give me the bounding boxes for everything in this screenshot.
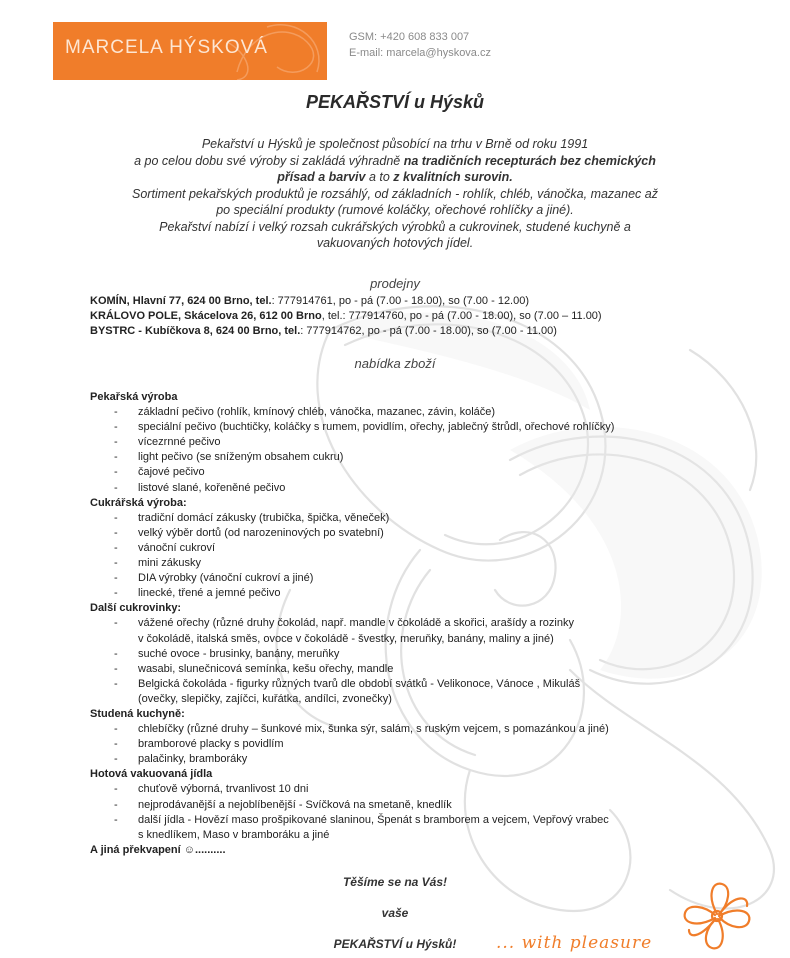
bullet-dash: - bbox=[114, 421, 118, 434]
gsm-line: GSM: +420 608 833 007 bbox=[349, 31, 470, 43]
closing-greeting: Těšíme se na Vás! bbox=[342, 875, 448, 889]
bullet-dash: - bbox=[114, 511, 118, 524]
bullet-dash: - bbox=[114, 783, 118, 796]
offer-item-text: DIA výrobky (vánoční cukroví a jiné) bbox=[138, 572, 314, 585]
offer-item bbox=[90, 813, 614, 843]
intro-line: Pekařství nabízí i velký rozsah cukrářských výrobků a cukrovinek, studené kuchyně a bbox=[159, 219, 631, 234]
offer-item-text: bramborové placky s povidlím bbox=[138, 738, 284, 751]
offer-item bbox=[90, 420, 614, 435]
offer-item-text: Belgická čokoláda - figurky různých tvarů dle období svátků - Velikonoce, Vánoce , Mikuláš (ovečky, slepičky, zajíčci, kuřátka, andílci, zvonečky) bbox=[138, 677, 581, 705]
slogan: ... with pleasure bbox=[496, 933, 653, 953]
bullet-dash: - bbox=[114, 647, 118, 660]
offer-item bbox=[90, 450, 614, 465]
offer-item-text: speciální pečivo (buchtičky, koláčky s rumem, povidlím, ořechy, jablečný štrůdl, ořechové rohlíčky) bbox=[138, 421, 615, 434]
offer-item bbox=[90, 481, 614, 496]
offer-item-text: light pečivo (se sníženým obsahem cukru) bbox=[138, 451, 344, 464]
offer-item-text: tradiční domácí zákusky (trubička, špička, věneček) bbox=[138, 511, 390, 524]
intro-highlight: z kvalitních surovin. bbox=[393, 170, 513, 184]
bullet-dash: - bbox=[114, 677, 118, 690]
bullet-dash: - bbox=[114, 753, 118, 766]
offer-item bbox=[90, 782, 614, 797]
offer-item bbox=[90, 571, 614, 586]
offer-item-text: chlebíčky (různé druhy – šunkové mix, šunka sýr, salám, s ruským vejcem, s pomazánkou a jiné) bbox=[138, 723, 609, 736]
offer-item bbox=[90, 405, 614, 420]
bullet-dash: - bbox=[114, 662, 118, 675]
offer-item-text: mini zákusky bbox=[138, 557, 201, 570]
closing-signature: PEKAŘSTVÍ u Hýsků! bbox=[333, 937, 457, 951]
bullet-dash: - bbox=[114, 557, 118, 570]
bullet-dash: - bbox=[114, 526, 118, 539]
orange-flower-icon bbox=[677, 876, 757, 956]
offer-category: Hotová vakuovaná jídla bbox=[90, 768, 213, 781]
offer-category: Studená kuchyně: bbox=[90, 707, 185, 720]
bullet-dash: - bbox=[114, 451, 118, 464]
offer-item-text: suché ovoce - brusinky, banány, meruňky bbox=[138, 647, 340, 660]
offer-item bbox=[90, 586, 614, 601]
offer-item-text: wasabi, slunečnicová semínka, kešu ořechy, mandle bbox=[138, 662, 394, 675]
offer-item bbox=[90, 737, 614, 752]
offer-item bbox=[90, 798, 614, 813]
bullet-dash: - bbox=[114, 587, 118, 600]
offer-item bbox=[90, 465, 614, 480]
bullet-dash: - bbox=[114, 813, 118, 826]
bullet-dash: - bbox=[114, 466, 118, 479]
offer-heading: nabídka zboží bbox=[354, 356, 436, 371]
offer-item-text: palačinky, bramboráky bbox=[138, 753, 248, 766]
offer-item bbox=[90, 722, 614, 737]
offer-item bbox=[90, 752, 614, 767]
offer-item bbox=[90, 541, 614, 556]
offer-item-text: vícezrnné pečivo bbox=[138, 436, 221, 449]
intro-line: vakuovaných hotových jídel. bbox=[316, 236, 474, 250]
offer-item bbox=[90, 647, 614, 662]
closing-yours: vaše bbox=[381, 906, 409, 920]
offer-category: Cukrářská výroba: bbox=[90, 496, 187, 509]
bullet-dash: - bbox=[114, 436, 118, 449]
other-surprise: A jiná překvapení ☺.......... bbox=[90, 843, 226, 856]
bullet-dash: - bbox=[114, 617, 118, 630]
offer-item bbox=[90, 435, 614, 450]
shop-details: , tel.: 777914760, po - pá (7.00 - 18.00), so (7.00 – 11.00) bbox=[321, 310, 602, 322]
offer-item-text: velký výběr dortů (od narozeninových po svatební) bbox=[138, 526, 384, 539]
contact-info bbox=[349, 29, 491, 61]
offer-item-text: linecké, třené a jemné pečivo bbox=[138, 587, 281, 600]
brand-banner bbox=[53, 22, 327, 80]
intro-text: a po celou dobu své výroby si zakládá výhradně bbox=[134, 153, 404, 168]
bullet-dash: - bbox=[114, 723, 118, 736]
bullet-dash: - bbox=[114, 481, 118, 494]
offer-item-text: další jídla - Hovězí maso prošpikované slaninou, Špenát s bramborem a vejcem, Vepřový vrabec s knedlíkem, Maso v bramboráku a jiné bbox=[138, 813, 609, 841]
offer-item bbox=[90, 677, 614, 707]
intro-text: a to bbox=[365, 170, 394, 184]
offer-category: Další cukrovinky: bbox=[90, 602, 182, 615]
email-line: E-mail: marcela@hyskova.cz bbox=[349, 47, 491, 59]
shop-row bbox=[90, 324, 602, 339]
shop-details: : 777914761, po - pá (7.00 - 18.00), so (7.00 - 12.00) bbox=[271, 295, 530, 307]
shop-address: KRÁLOVO POLE, Skácelova 26, 612 00 Brno bbox=[90, 310, 322, 322]
bullet-dash: - bbox=[114, 798, 118, 811]
offer-item bbox=[90, 662, 614, 677]
intro-highlight: na tradičních recepturách bez chemických bbox=[403, 153, 656, 168]
bullet-dash: - bbox=[114, 541, 118, 554]
offer-item-text: vážené ořechy (různé druhy čokolád, např. mandle v čokoládě a skořici, arašídy a rozinky v čokoládě, italská směs, ovoce v čokoládě - švestky, meruňky, banány, maliny a jiné) bbox=[138, 617, 574, 645]
offer-item-text: chuťově výborná, trvanlivost 10 dni bbox=[138, 783, 309, 796]
brand-name: MARCELA HÝSKOVÁ bbox=[65, 37, 268, 58]
shop-address: BYSTRC - Kubíčkova 8, 624 00 Brno, tel. bbox=[90, 325, 301, 337]
offer-item-text: čajové pečivo bbox=[138, 466, 205, 479]
shops-list bbox=[90, 294, 602, 339]
offer-item-text: listové slané, kořeněné pečivo bbox=[138, 481, 286, 494]
offer-item bbox=[90, 556, 614, 571]
bullet-dash: - bbox=[114, 406, 118, 419]
intro-line bbox=[80, 169, 710, 186]
intro-paragraph bbox=[80, 136, 710, 252]
offer-item bbox=[90, 616, 614, 646]
offer-list bbox=[90, 390, 614, 858]
offer-item bbox=[90, 526, 614, 541]
offer-item-text: vánoční cukroví bbox=[138, 541, 216, 554]
offer-category: Pekařská výroba bbox=[90, 391, 178, 403]
bullet-dash: - bbox=[114, 738, 118, 751]
shop-row bbox=[90, 294, 602, 309]
intro-line: po speciální produkty (rumové koláčky, ořechové rohlíčky a jiné). bbox=[216, 203, 574, 217]
bullet-dash: - bbox=[114, 572, 118, 585]
intro-line bbox=[80, 153, 710, 170]
intro-highlight: přísad a barviv bbox=[277, 170, 366, 184]
intro-line: Sortiment pekařských produktů je rozsáhlý, od základních - rohlík, chléb, vánočka, mazanec až bbox=[132, 186, 658, 201]
shop-details: : 777914762, po - pá (7.00 - 18.00), so (7.00 - 11.00) bbox=[300, 325, 557, 337]
shops-heading: prodejny bbox=[370, 276, 420, 291]
intro-line: Pekařství u Hýsků je společnost působící na trhu v Brně od roku 1991 bbox=[201, 137, 589, 151]
offer-item-text: nejprodávanější a nejoblíbenější - Svíčková na smetaně, knedlík bbox=[138, 798, 452, 811]
offer-item bbox=[90, 511, 614, 526]
page-title: PEKAŘSTVÍ u Hýsků bbox=[305, 92, 485, 112]
shop-address: KOMÍN, Hlavní 77, 624 00 Brno, tel. bbox=[90, 295, 272, 307]
offer-item-text: základní pečivo (rohlík, kmínový chléb, vánočka, mazanec, závin, koláče) bbox=[138, 406, 496, 419]
shop-row bbox=[90, 309, 602, 324]
